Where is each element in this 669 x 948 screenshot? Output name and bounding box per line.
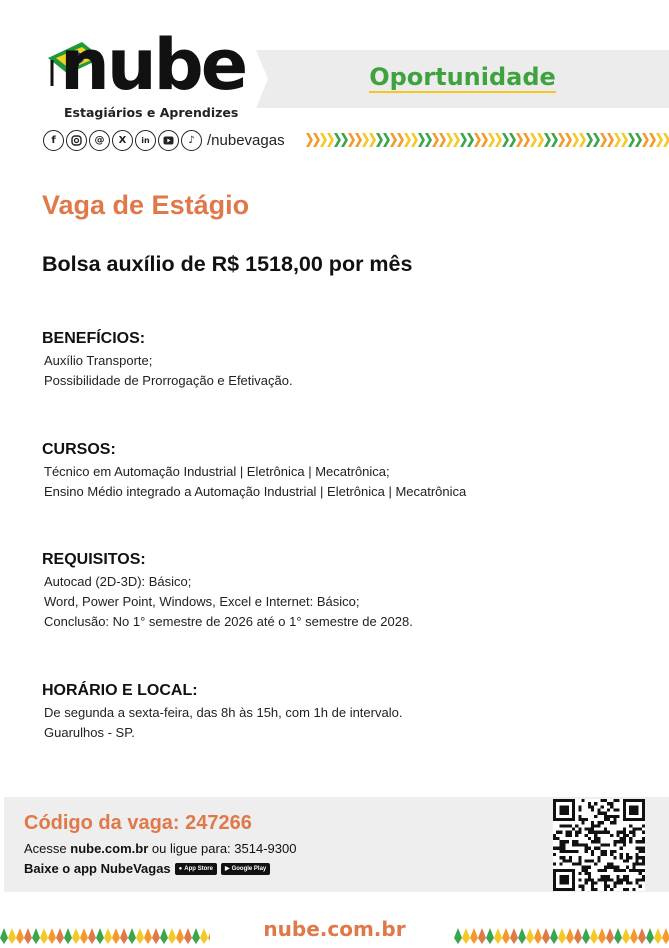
x-icon[interactable]: X <box>112 130 133 151</box>
vaga-code: Código da vaga: 247266 <box>24 812 252 834</box>
logo-wordmark: nube <box>60 24 246 106</box>
app-store-badge[interactable] <box>175 863 217 875</box>
footer-site-link[interactable]: nube.com.br <box>263 917 406 941</box>
section-line: Conclusão: No 1° semestre de 2026 até o 1° semestre de 2028. <box>44 614 413 629</box>
google-play-badge[interactable] <box>221 863 270 875</box>
section-beneficios <box>42 330 293 391</box>
social-handle[interactable]: /nubevagas <box>207 131 285 149</box>
section-heading: REQUISITOS: <box>42 551 146 568</box>
google-play-label: Google Play <box>231 865 267 872</box>
section-line: Autocad (2D-3D): Básico; <box>44 574 192 589</box>
contact-phone: ou ligue para: 3514-9300 <box>148 841 297 856</box>
section-line: Ensino Médio integrado a Automação Industrial | Eletrônica | Mecatrônica <box>44 484 467 499</box>
section-line: De segunda a sexta-feira, das 8h às 15h, com 1h de intervalo. <box>44 705 403 720</box>
section-line: Word, Power Point, Windows, Excel e Internet: Básico; <box>44 594 360 609</box>
contact-site-link[interactable]: nube.com.br <box>70 841 149 856</box>
contact-line <box>24 841 296 856</box>
app-download-line <box>24 861 270 876</box>
section-line: Técnico em Automação Industrial | Eletrônica | Mecatrônica; <box>44 464 390 479</box>
contact-prefix: Acesse <box>24 841 71 856</box>
section-line: Auxílio Transporte; <box>44 353 153 368</box>
tiktok-icon[interactable]: ♪ <box>181 130 202 151</box>
youtube-icon[interactable] <box>158 130 179 151</box>
oportunidade-label-wrap <box>256 50 669 108</box>
section-requisitos <box>42 551 413 632</box>
instagram-icon[interactable] <box>66 130 87 151</box>
nube-logo <box>42 24 246 128</box>
app-store-label: App Store <box>184 865 213 872</box>
logo-subtitle: Estagiários e Aprendizes <box>64 105 239 120</box>
play-icon: ▶ <box>224 865 230 872</box>
section-horario-local <box>42 682 402 743</box>
bolsa-auxilio: Bolsa auxílio de R$ 1518,00 por mês <box>42 252 413 276</box>
threads-icon[interactable]: @ <box>89 130 110 151</box>
section-heading: HORÁRIO E LOCAL: <box>42 682 198 699</box>
section-cursos <box>42 441 466 502</box>
apple-icon: ● <box>178 865 183 872</box>
oportunidade-label: Oportunidade <box>369 63 556 92</box>
vaga-title: Vaga de Estágio <box>42 190 250 220</box>
app-download-text: Baixe o app NubeVagas <box>24 861 171 876</box>
facebook-icon[interactable]: f <box>43 130 64 151</box>
linkedin-icon[interactable]: in <box>135 130 156 151</box>
qr-code[interactable] <box>553 799 645 891</box>
section-line: Possibilidade de Prorrogação e Efetivação. <box>44 373 293 388</box>
social-links <box>43 129 285 151</box>
section-line: Guarulhos - SP. <box>44 725 135 740</box>
decorative-arrow-strip <box>306 132 669 148</box>
section-heading: BENEFÍCIOS: <box>42 330 146 347</box>
section-heading: CURSOS: <box>42 441 116 458</box>
